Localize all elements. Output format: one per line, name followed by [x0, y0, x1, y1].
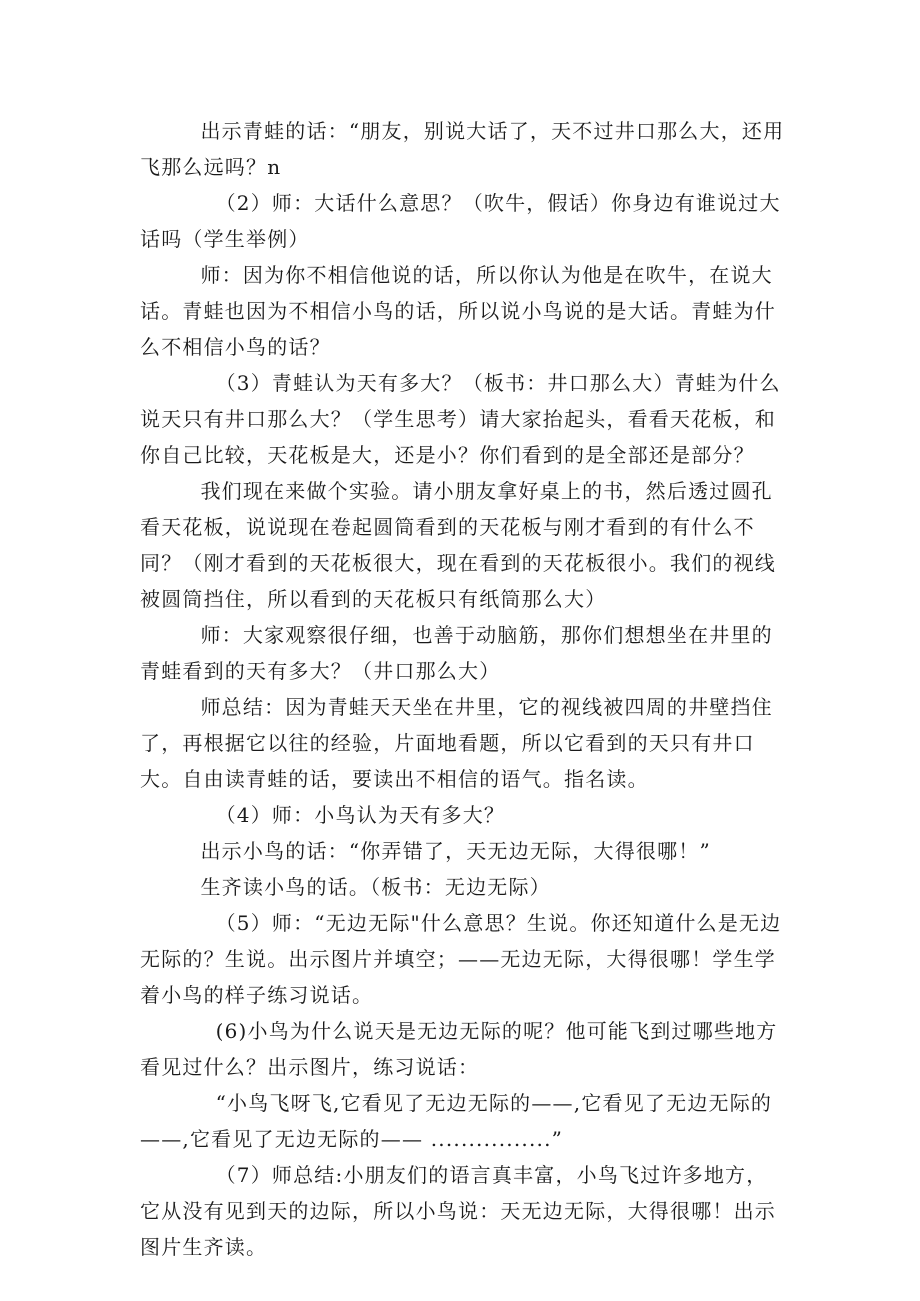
paragraph-teacher-observe: 师：大家观察很仔细，也善于动脑筋，那你们想想坐在井里的青蛙看到的天有多大？（井口那么大） [140, 623, 773, 683]
paragraph-question-2: （2）师：大话什么意思？（吹牛，假话）你身边有谁说过大话吗（学生举例） [140, 191, 781, 251]
paragraph-bird-quote: 出示小鸟的话：“你弄错了，天无边无际，大得很哪！” [140, 839, 711, 863]
paragraph-frog-quote: 出示青蛙的话：“朋友，别说大话了，天不过井口那么大，还用飞那么远吗？n [140, 119, 785, 179]
paragraph-teacher-summary: 师总结：因为青蛙天天坐在井里，它的视线被四周的井壁挡住了，再根据它以往的经验，片面地看题，所以它看到的天只有井口大。自由读青蛙的话，要读出不相信的语气。指名读。 [140, 695, 773, 791]
paragraph-final-summary: （7）师总结:小朋友们的语言真丰富，小鸟飞过许多地方，它从没有见到天的边际，所以小鸟说：天无边无际，大得很哪！出示图片生齐读。 [140, 1163, 776, 1259]
paragraph-read-aloud: 生齐读小鸟的话。（板书：无边无际） [140, 875, 551, 899]
paragraph-question-5: （5）师：“无边无际"什么意思？生说。你还知道什么是无边无际的？生说。出示图片并填空；——无边无际，大得很哪！学生学着小鸟的样子练习说话。 [140, 911, 782, 1007]
paragraph-practice-speech: “小鸟飞呀飞,它看见了无边无际的——,它看见了无边无际的——,它看见了无边无际的—— ................” [140, 1091, 773, 1151]
paragraph-question-6: (6)小鸟为什么说天是无边无际的呢？他可能飞到过哪些地方看见过什么？出示图片，练习说话： [140, 1019, 778, 1079]
paragraph-question-3: （3）青蛙认为天有多大？（板书：井口那么大）青蛙为什么说天只有井口那么大？（学生思考）请大家抬起头，看看天花板，和你自己比较，天花板是大，还是小？你们看到的是全部还是部分？ [140, 371, 781, 467]
paragraph-question-4: （4）师：小鸟认为天有多大？ [140, 803, 506, 827]
paragraph-experiment: 我们现在来做个实验。请小朋友拿好桌上的书，然后透过圆孔看天花板，说说现在卷起圆筒看到的天花板与刚才看到的有什么不同？（刚才看到的天花板很大，现在看到的天花板很小。我们的视线被圆筒挡住，所以看到的天花板只有纸筒那么大） [140, 479, 776, 611]
paragraph-teacher-explain: 师：因为你不相信他说的话，所以你认为他是在吹牛，在说大话。青蛙也因为不相信小鸟的话，所以说小鸟说的是大话。青蛙为什么不相信小鸟的话？ [140, 263, 776, 359]
